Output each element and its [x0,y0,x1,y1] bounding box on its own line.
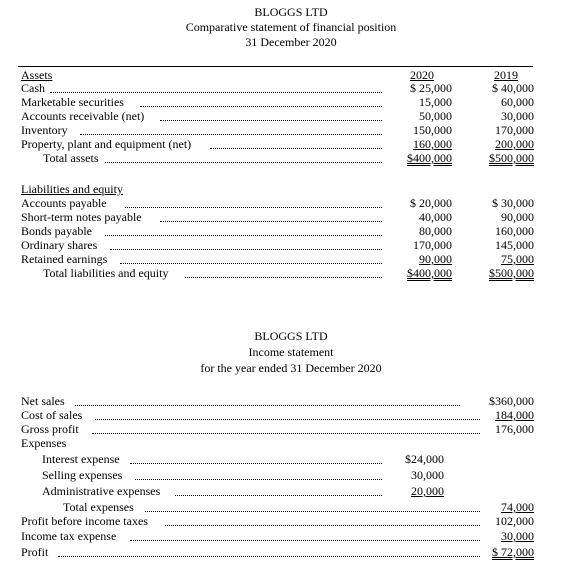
expenses-heading: Expenses [21,437,69,450]
row-label: Total expenses [63,501,137,514]
value-2020: $400,000 [407,266,452,280]
row-label: Interest expense [42,453,123,466]
dot-leader [50,92,382,93]
total-value: $ 72,000 [492,545,534,559]
row-label: Selling expenses [42,469,125,482]
value-2019: $ 40,000 [492,81,534,95]
dot-leader [95,419,480,420]
value-2020: 40,000 [419,210,452,224]
dot-leader [120,263,382,264]
dot-leader [105,235,382,236]
dot-leader [125,207,382,208]
value-2019: 160,000 [495,224,534,238]
value-2019: 90,000 [501,210,534,224]
value-2020: 15,000 [419,95,452,109]
total-row [0,267,582,280]
table-row [0,395,582,408]
row-label: Accounts receivable (net) [21,110,147,123]
table-row [0,211,582,224]
value-2019: 75,000 [501,252,534,266]
value-2019: $ 30,000 [492,196,534,210]
row-label: Profit [21,546,51,559]
row-label: Property, plant and equipment (net) [21,138,194,151]
row-label: Cash [21,82,48,95]
column-2019: 2019 [494,68,518,82]
table-row [0,197,582,210]
dot-leader [140,106,382,107]
table-row [0,485,582,498]
row-label: Inventory [21,124,71,137]
dot-leader [160,221,382,222]
dot-leader [58,556,480,557]
dot-leader [75,405,460,406]
value-2020: $ 25,000 [410,81,452,95]
expenses-heading-row [0,437,582,450]
row-label: Ordinary shares [21,239,100,252]
table-row [0,253,582,266]
dot-leader [160,120,382,121]
table-row [0,110,582,123]
dot-leader [130,540,480,541]
table-row [0,239,582,252]
dot-leader [185,277,382,278]
value-2019: $500,000 [489,266,534,280]
table-row [0,453,582,466]
table-row [0,409,582,422]
value-2019: 145,000 [495,238,534,252]
total-value: 102,000 [495,514,534,528]
assets-heading: Assets [21,69,55,82]
table-row [0,96,582,109]
table-row [0,546,582,559]
value-2020: 50,000 [419,109,452,123]
value-2019: 200,000 [495,137,534,151]
dot-leader [92,433,480,434]
total-value: 184,000 [495,408,534,422]
dot-leader [175,495,382,496]
value-2020: 160,000 [413,137,452,151]
income-statement-title: Income statement [248,345,334,359]
value-2019: 30,000 [501,109,534,123]
total-value: 30,000 [501,529,534,543]
row-label: Profit before income taxes [21,515,151,528]
expense-value: 20,000 [411,484,444,498]
value-2020: 80,000 [419,224,452,238]
total-value: 176,000 [495,422,534,436]
value-2020: 170,000 [413,238,452,252]
value-2019: 60,000 [501,95,534,109]
value-2020: 90,000 [419,252,452,266]
value-2020: 150,000 [413,123,452,137]
value-2019: $500,000 [489,151,534,165]
row-label: Short-term notes payable [21,211,145,224]
balance-sheet-date: 31 December 2020 [245,35,337,49]
row-label: Marketable securities [21,96,127,109]
row-label: Total assets [43,152,101,165]
table-row [0,423,582,436]
table-row [0,124,582,137]
total-row [0,152,582,165]
row-label: Income tax expense [21,530,119,543]
row-label: Retained earnings [21,253,110,266]
income-statement-company: BLOGGS LTD [254,329,328,343]
column-2020: 2020 [410,68,434,82]
dot-leader [145,511,480,512]
row-label: Cost of sales [21,409,85,422]
total-value: $360,000 [489,394,534,408]
header-rule [18,66,533,67]
row-label: Administrative expenses [42,485,163,498]
row-label: Bonds payable [21,225,95,238]
expense-value: $24,000 [405,452,444,466]
table-row [0,138,582,151]
liabilities-heading: Liabilities and equity [21,183,126,196]
income-statement-period: for the year ended 31 December 2020 [200,361,382,375]
dot-leader [110,249,382,250]
balance-sheet-title: Comparative statement of financial position [185,20,397,34]
total-value: 74,000 [501,500,534,514]
dot-leader [135,479,382,480]
table-row [0,530,582,543]
row-label: Accounts payable [21,197,110,210]
dot-leader [105,162,382,163]
dot-leader [165,525,480,526]
table-row [0,515,582,528]
table-row [0,225,582,238]
dot-leader [80,134,382,135]
liabilities-heading-row [0,183,582,196]
row-label: Net sales [21,395,68,408]
dot-leader [130,463,382,464]
value-2020: $ 20,000 [410,196,452,210]
balance-sheet-company: BLOGGS LTD [254,5,328,19]
dot-leader [210,148,382,149]
table-row [0,469,582,482]
value-2020: $400,000 [407,151,452,165]
expense-value: 30,000 [411,468,444,482]
value-2019: 170,000 [495,123,534,137]
row-label: Total liabilities and equity [43,267,171,280]
row-label: Gross profit [21,423,82,436]
table-row [0,82,582,95]
total-row [0,501,582,514]
